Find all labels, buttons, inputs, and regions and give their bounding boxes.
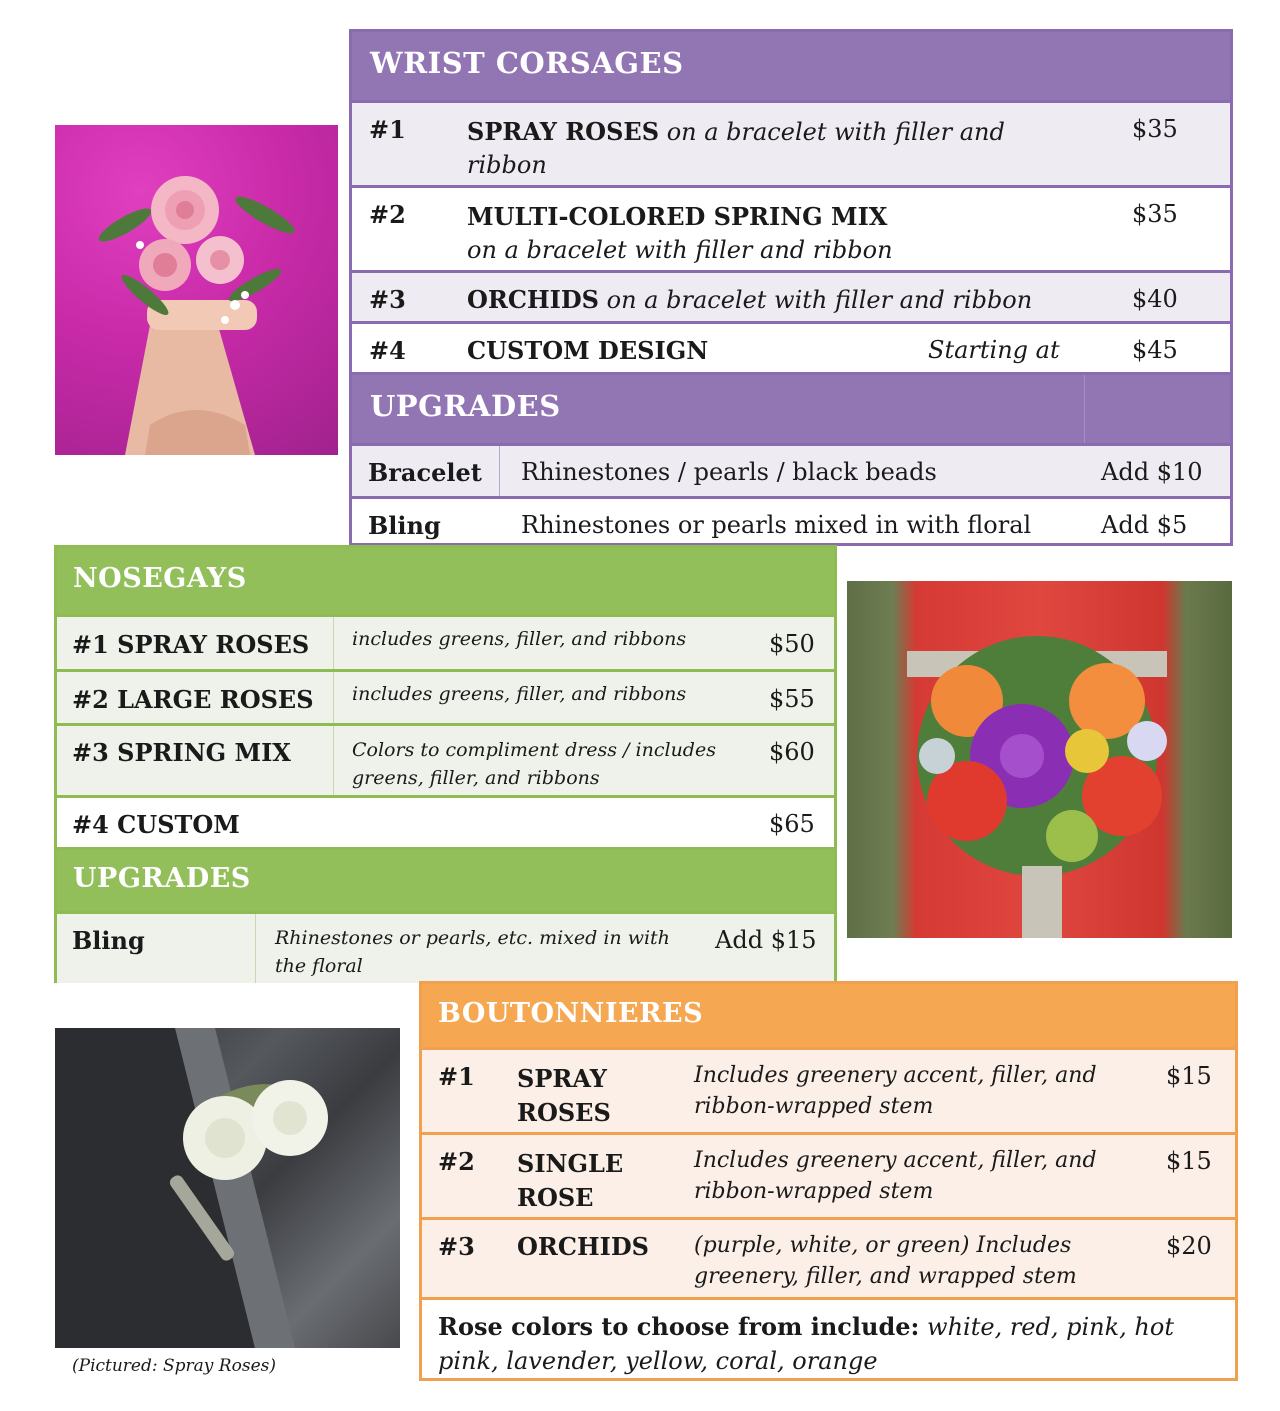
- wrist-corsages-table: [349, 29, 1233, 546]
- item-description: [467, 115, 1027, 182]
- column-divider: [1084, 375, 1085, 443]
- item-detail: includes greens, filler, and ribbons: [352, 683, 687, 705]
- upgrade-name: Bracelet: [368, 458, 482, 487]
- boutonniere-illustration: [55, 1028, 400, 1348]
- upgrade-name: Bling: [368, 511, 441, 540]
- table-row: [352, 496, 1230, 543]
- item-price: $55: [769, 685, 815, 713]
- item-price: $50: [769, 630, 815, 658]
- upgrade-description: Rhinestones or pearls, etc. mixed in with the floral: [275, 927, 670, 977]
- table-row: [422, 1047, 1235, 1132]
- table-row: [352, 100, 1230, 185]
- item-name: SPRAY ROSES: [517, 1064, 611, 1127]
- upgrade-price: Add $10: [1101, 458, 1203, 486]
- item-price: $15: [1166, 1062, 1212, 1090]
- item-price: $45: [1132, 336, 1178, 364]
- item-name: MULTI-COLORED SPRING MIX: [467, 202, 888, 231]
- boutonnieres-header: [422, 984, 1235, 1047]
- item-price: $60: [769, 738, 815, 766]
- table-row: [352, 443, 1230, 496]
- wrist-corsages-title: WRIST CORSAGES: [370, 46, 684, 80]
- nosegays-header: [57, 548, 834, 614]
- item-detail: on a bracelet with filler and ribbon: [606, 286, 1033, 314]
- item-price: $65: [769, 810, 815, 838]
- nosegays-title: NOSEGAYS: [73, 563, 247, 594]
- item-number: #2: [438, 1147, 475, 1176]
- table-row: [352, 321, 1230, 372]
- item-detail: includes greens, filler, and ribbons: [352, 628, 687, 650]
- item-name: SINGLE ROSE: [517, 1149, 624, 1212]
- nosegays-upgrades-title: UPGRADES: [73, 863, 251, 894]
- item-number: #4: [369, 336, 406, 365]
- table-row: [57, 723, 834, 795]
- item-detail: Includes greenery accent, filler, and ribbon-wrapped stem: [694, 1148, 1097, 1204]
- boutonnieres-title: BOUTONNIERES: [438, 998, 704, 1029]
- table-row: [57, 795, 834, 847]
- item-name: ORCHIDS: [467, 285, 599, 314]
- item-detail: on a bracelet with filler and ribbon: [467, 118, 1005, 179]
- table-row: [422, 1217, 1235, 1297]
- nosegays-table: [54, 545, 837, 983]
- item-name: ORCHIDS: [517, 1232, 649, 1261]
- boutonnieres-table: [419, 981, 1238, 1381]
- item-number: #2: [369, 200, 406, 229]
- nosegay-illustration: [847, 581, 1232, 938]
- item-price: $20: [1166, 1232, 1212, 1260]
- item-name: #3 SPRING MIX: [72, 738, 291, 767]
- column-divider: [333, 617, 334, 669]
- item-detail: on a bracelet with filler and ribbon: [467, 236, 893, 264]
- rose-colors-label: Rose colors to choose from include:: [438, 1312, 920, 1341]
- upgrade-price: Add $15: [715, 926, 817, 954]
- wrist-corsages-header: [352, 32, 1230, 100]
- table-row: [352, 270, 1230, 321]
- column-divider: [499, 446, 500, 496]
- column-divider: [333, 672, 334, 723]
- upgrade-description: Rhinestones / pearls / black beads: [521, 458, 937, 486]
- item-name: CUSTOM DESIGN: [467, 336, 709, 365]
- item-price: $35: [1132, 115, 1178, 143]
- table-row: [422, 1132, 1235, 1217]
- rose-colors-row: [422, 1297, 1235, 1378]
- upgrade-description: Rhinestones or pearls mixed in with floral: [521, 511, 1032, 539]
- item-name: #1 SPRAY ROSES: [72, 630, 310, 659]
- item-note: Starting at: [928, 336, 1060, 364]
- item-description: [467, 285, 1087, 314]
- item-detail: Colors to compliment dress / includes greens, filler, and ribbons: [352, 739, 716, 789]
- wrist-upgrades-header: [352, 372, 1230, 443]
- item-name: SPRAY ROSES: [467, 117, 660, 146]
- item-price: $40: [1132, 285, 1178, 313]
- table-row: [57, 669, 834, 723]
- rose-colors-list: white, red, pink, hot pink, lavender, yellow, coral, orange: [438, 1313, 1174, 1375]
- item-price: $15: [1166, 1147, 1212, 1175]
- wrist-corsage-photo: [55, 125, 338, 455]
- item-description: [467, 200, 1067, 267]
- upgrade-name: Bling: [72, 926, 145, 955]
- rose-colors-note: [438, 1310, 1218, 1378]
- item-detail: (purple, white, or green) Includes greenery, filler, and wrapped stem: [694, 1233, 1077, 1289]
- wrist-corsage-illustration: [55, 125, 338, 455]
- boutonniere-photo: [55, 1028, 400, 1348]
- item-price: $35: [1132, 200, 1178, 228]
- item-number: #1: [438, 1062, 475, 1091]
- table-row: [352, 185, 1230, 270]
- column-divider: [333, 726, 334, 795]
- item-number: #3: [369, 285, 406, 314]
- item-detail: Includes greenery accent, filler, and ribbon-wrapped stem: [694, 1063, 1097, 1119]
- nosegays-upgrades-header: [57, 847, 834, 911]
- column-divider: [255, 914, 256, 983]
- nosegay-bouquet-photo: [847, 581, 1232, 938]
- item-name: #4 CUSTOM: [72, 810, 240, 839]
- item-number: #3: [438, 1232, 475, 1261]
- upgrade-price: Add $5: [1101, 511, 1188, 539]
- item-name: #2 LARGE ROSES: [72, 685, 314, 714]
- table-row: [57, 911, 834, 983]
- table-row: [57, 614, 834, 669]
- item-number: #1: [369, 115, 406, 144]
- photo-caption: (Pictured: Spray Roses): [72, 1356, 276, 1376]
- wrist-upgrades-title: UPGRADES: [370, 389, 561, 423]
